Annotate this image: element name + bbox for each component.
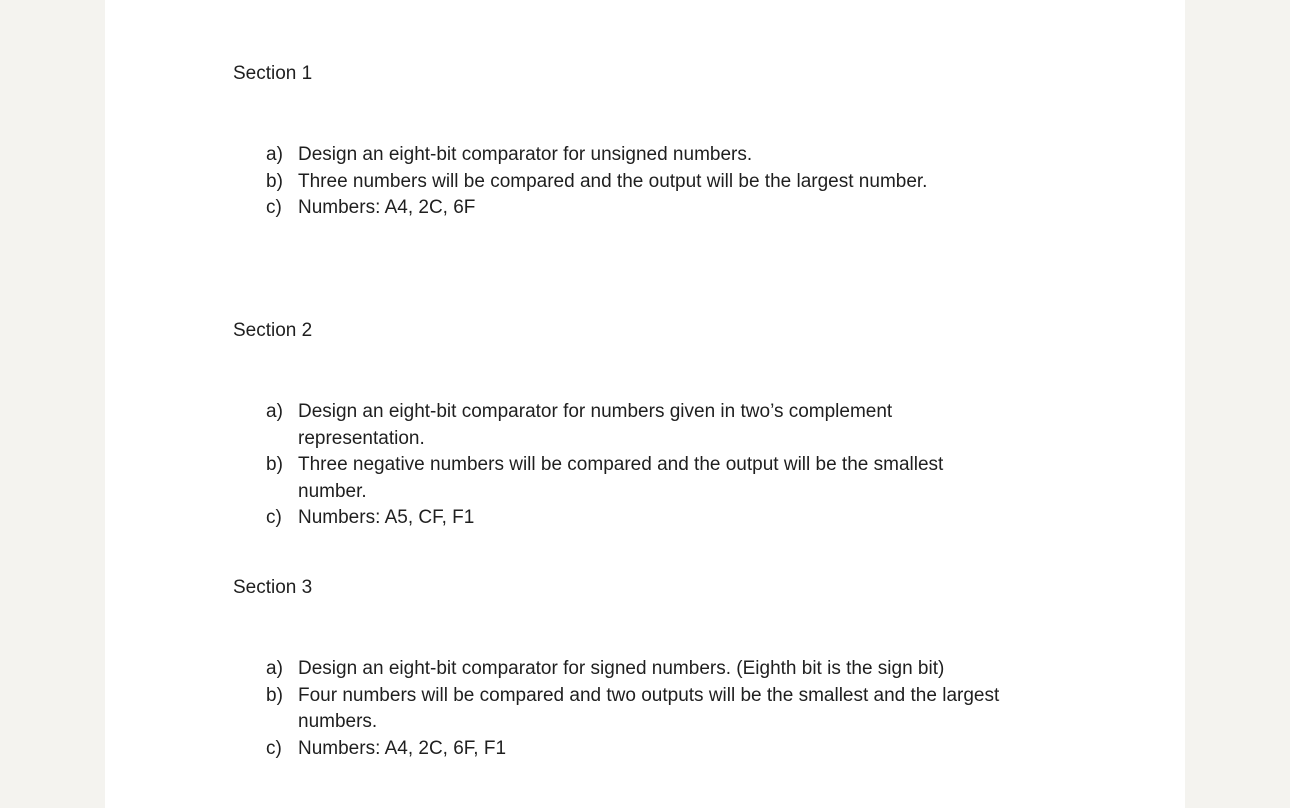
list-item-text: Three negative numbers will be compared and the output will be the smallest number. [298, 454, 944, 502]
list-item-text: Design an eight-bit comparator for unsigned numbers. [298, 144, 753, 165]
list-item-text: Design an eight-bit comparator for numbers given in two’s complement representation. [298, 401, 893, 449]
list-item [266, 683, 1006, 736]
list-item [266, 452, 1006, 505]
list-item-text: Numbers: A4, 2C, 6F [298, 197, 476, 218]
list-item [266, 736, 1006, 763]
list-item [266, 169, 1006, 196]
section-title: Section 1 [233, 63, 313, 84]
list-marker: a) [266, 144, 283, 165]
list-item [266, 195, 1006, 222]
list-marker: c) [266, 507, 282, 528]
list-marker: b) [266, 684, 283, 706]
list-marker: c) [266, 197, 282, 218]
section-3 [233, 575, 1033, 759]
section-3-list [266, 656, 1006, 762]
section-title: Section 3 [233, 577, 313, 598]
section-2-list [266, 399, 1006, 532]
list-item [266, 399, 1006, 452]
list-marker: b) [266, 170, 283, 192]
list-item-text: Four numbers will be compared and two outputs will be the smallest and the largest numbers. [298, 684, 1000, 732]
section-2 [233, 318, 1033, 528]
document-page [105, 0, 1185, 808]
section-1 [233, 61, 1033, 218]
list-item-text: Three numbers will be compared and the output will be the largest number. [298, 170, 928, 192]
list-item-text: Design an eight-bit comparator for signed numbers. (Eighth bit is the sign bit) [298, 658, 945, 679]
section-title: Section 2 [233, 320, 313, 341]
list-item-text: Numbers: A4, 2C, 6F, F1 [298, 737, 507, 759]
list-marker: b) [266, 454, 283, 475]
list-item [266, 656, 1006, 683]
list-marker: c) [266, 737, 282, 759]
list-item-text: Numbers: A5, CF, F1 [298, 507, 475, 528]
section-1-list [266, 142, 1006, 222]
list-marker: a) [266, 658, 283, 679]
list-item [266, 142, 1006, 169]
list-marker: a) [266, 401, 283, 422]
list-item [266, 505, 1006, 532]
